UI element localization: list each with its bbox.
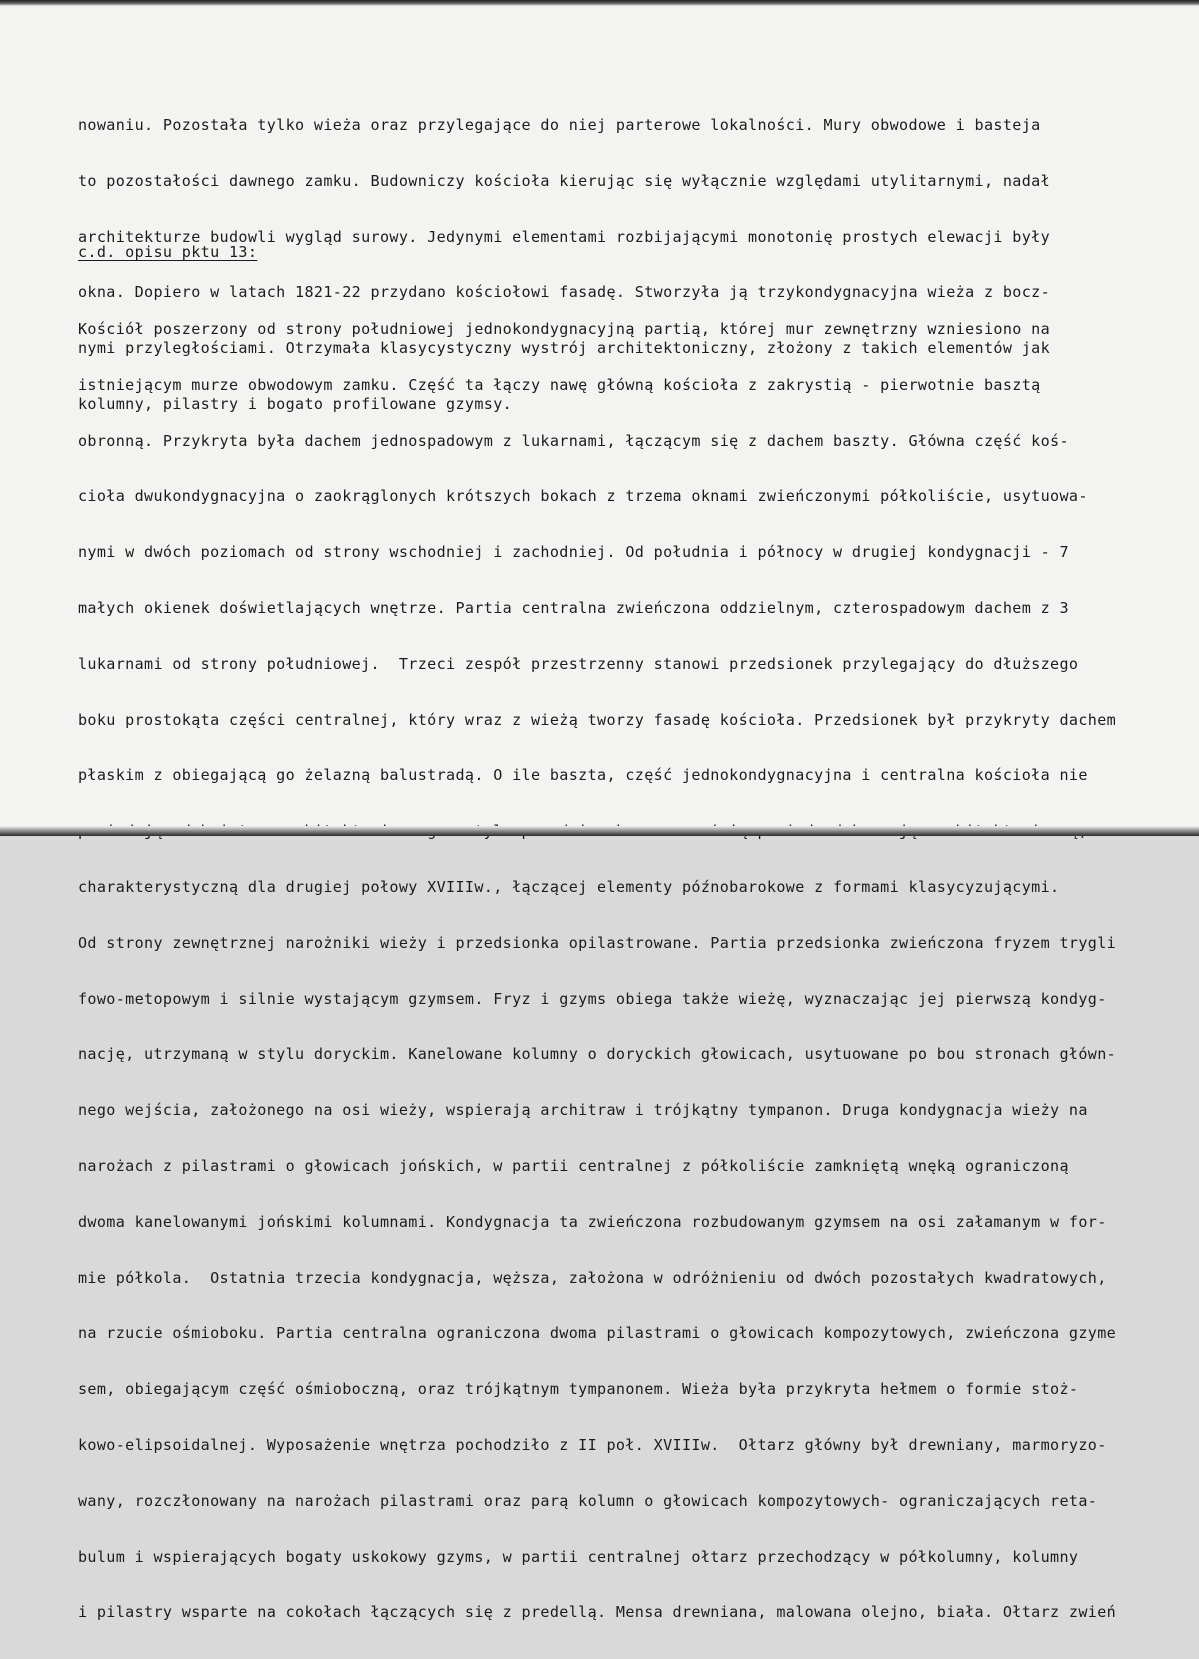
scan-edge-bottom — [0, 826, 1199, 836]
text-line: boku prostokąta części centralnej, który wraz z wieżą tworzy fasadę kościoła. Przedsionek był przykryty dachem — [78, 710, 1117, 729]
section-heading: c.d. opisu pktu 13: — [78, 243, 258, 261]
text-line: Od strony zewnętrznej narożniki wieży i przedsionka opilastrowane. Partia przedsionka zwieńczona fryzem trygli — [78, 933, 1117, 952]
text-line: to pozostałości dawnego zamku. Budowniczy kościoła kierując się wyłącznie względami utylitarnymi, nadał — [78, 171, 1051, 190]
main-paragraph — [78, 284, 1116, 1659]
text-line: nymi w dwóch poziomach od strony wschodniej i zachodniej. Od południa i północy w drugiej kondygnacji - 7 — [78, 543, 1069, 562]
text-line: i pilastry wsparte na cokołach łączących się z predellą. Mensa drewniana, malowana olejno, biała. Ołtarz zwień — [78, 1603, 1117, 1622]
text-line: nację, utrzymaną w stylu doryckim. Kanelowane kolumny o doryckich głowicach, usytuowane po bou stronach główn- — [78, 1045, 1117, 1064]
text-line: małych okienek doświetlających wnętrze. Partia centralna zwieńczona oddzielnym, czterospadowym dachem z 3 — [78, 598, 1069, 617]
text-line: nymi przyległościami. Otrzymała klasycystyczny wystrój architektoniczny, złożony z takich elementów jak — [78, 339, 1051, 358]
text-line: na rzucie ośmioboku. Partia centralna ograniczona dwoma pilastrami o głowicach kompozytowych, zwieńczona gzyme — [78, 1324, 1117, 1343]
text-line: Kościół poszerzony od strony południowej jednokondygnacyjną partią, której mur zewnętrzny wzniesiono na — [78, 320, 1051, 338]
text-line: nego wejścia, założonego na osi wieży, wspierają architraw i trójkątny tympanon. Druga kondygnacja wieży na — [78, 1101, 1088, 1120]
text-line: obronną. Przykryta była dachem jednospadowym z lukarnami, łączącym się z dachem baszty. Główna część koś- — [78, 431, 1069, 450]
text-line: istniejącym murze obwodowym zamku. Część ta łączy nawę główną kościoła z zakrystią - pierwotnie basztą — [78, 375, 1041, 394]
text-line: kolumny, pilastry i bogato profilowane gzymsy. — [78, 394, 513, 413]
text-line: fowo-metopowym i silnie wystającym gzymsem. Fryz i gzyms obiega także wieżę, wyznaczając jej pierwszą kondyg- — [78, 989, 1107, 1008]
text-line: mie półkola. Ostatnia trzecia kondygnacja, węższa, założona w odróżnieniu od dwóch pozostałych kwadratowych, — [78, 1268, 1107, 1287]
text-line: architekturze budowli wygląd surowy. Jedynymi elementami rozbijającymi monotonię prostych elewacji były — [78, 227, 1051, 246]
text-line: cioła dwukondygnacyjna o zaokrąglonych krótszych bokach z trzema oknami zwieńczonymi półkoliście, usytuowa- — [78, 487, 1088, 506]
text-line: płaskim z obiegającą go żelazną balustradą. O ile baszta, część jednokondygnacyjna i centralna kościoła nie — [78, 766, 1088, 785]
text-line: okna. Dopiero w latach 1821-22 przydano kościołowi fasadę. Stworzyła ją trzykondygnacyjna wieża z bocz- — [78, 283, 1051, 302]
text-line: sem, obiegającym część ośmioboczną, oraz trójkątnym tympanonem. Wieża była przykryta hełmem o formie stoż- — [78, 1380, 1079, 1399]
text-line: charakterystyczną dla drugiej połowy XVIIIw., łączącej elementy późnobarokowe z formami klasycyzującymi. — [78, 877, 1060, 896]
text-line: kowo-elipsoidalnej. Wyposażenie wnętrza pochodziło z II poł. XVIIIw. Ołtarz główny był drewniany, marmoryzo- — [78, 1435, 1107, 1454]
text-line: nowaniu. Pozostała tylko wieża oraz przylegające do niej parterowe lokalności. Mury obwodowe i basteja — [78, 116, 1041, 134]
text-line: bulum i wspierających bogaty uskokowy gzyms, w partii centralnej ołtarz przechodzący w półkolumny, kolumny — [78, 1547, 1079, 1566]
text-line: dwoma kanelowanymi jońskimi kolumnami. Kondygnacja ta zwieńczona rozbudowanym gzymsem na osi załamanym w for- — [78, 1212, 1107, 1231]
text-line: narożach z pilastrami o głowicach jońskich, w partii centralnej z półkoliście zamkniętą wnęką ograniczoną — [78, 1156, 1069, 1175]
scan-edge-top — [0, 0, 1199, 6]
text-line: wany, rozczłonowany na narożach pilastrami oraz parą kolumn o głowicach kompozytowych- ograniczających reta- — [78, 1491, 1098, 1510]
text-line: lukarnami od strony południowej. Trzeci zespół przestrzenny stanowi przedsionek przylegający do dłuższego — [78, 654, 1079, 673]
